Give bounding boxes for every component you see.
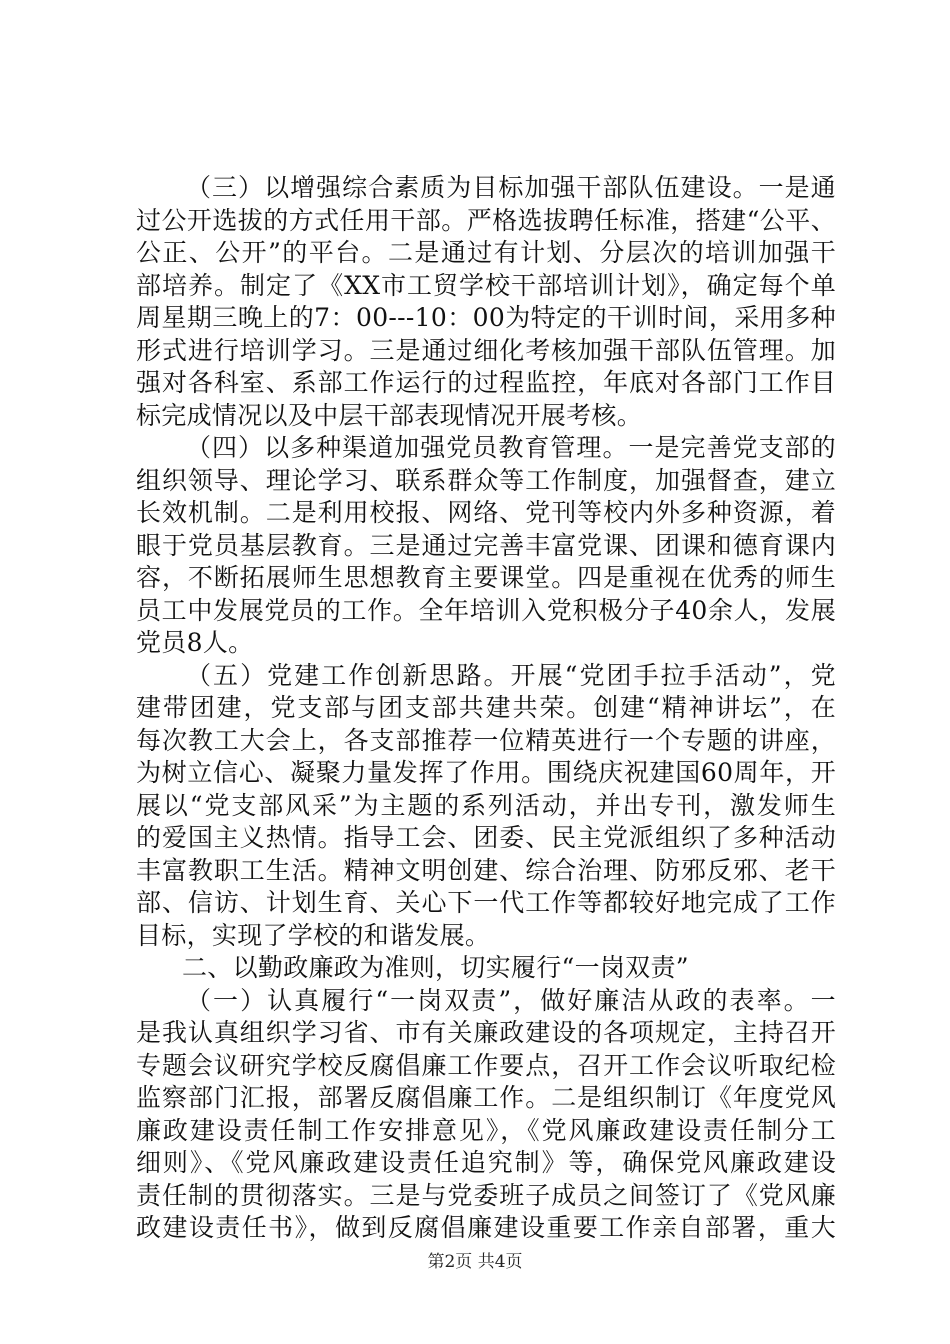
paragraph-line: 员工中发展党员的工作。全年培训入党积极分子40余人，发展 xyxy=(136,595,836,625)
paragraph-line: 眼于党员基层教育。三是通过完善丰富党课、团课和德育课内 xyxy=(136,530,836,560)
paragraph-line: 形式进行培训学习。三是通过细化考核加强干部队伍管理。加 xyxy=(136,335,836,365)
paragraph-line: 每次教工大会上，各支部推荐一位精英进行一个专题的讲座， xyxy=(136,725,836,755)
paragraph-line: 建带团建，党支部与团支部共建共荣。创建“精神讲坛”，在 xyxy=(136,693,836,722)
paragraph-line: （五）党建工作创新思路。开展“党团手拉手活动”，党 xyxy=(186,660,836,690)
paragraph-line: 组织领导、理论学习、联系群众等工作制度，加强督查，建立 xyxy=(136,465,836,495)
paragraph-line: （四）以多种渠道加强党员教育管理。一是完善党支部的 xyxy=(186,433,836,462)
paragraph-line: 长效机制。二是利用校报、网络、党刊等校内外多种资源，着 xyxy=(136,498,836,527)
paragraph-line: 党员8人。 xyxy=(136,628,254,657)
paragraph-line: （三）以增强综合素质为目标加强干部队伍建设。一是通 xyxy=(186,173,836,202)
paragraph-line: 标完成情况以及中层干部表现情况开展考核。 xyxy=(136,400,643,430)
body-text xyxy=(136,172,836,1245)
paragraph-line: （一）认真履行“一岗双责”，做好廉洁从政的表率。一 xyxy=(186,985,836,1015)
paragraph-line: 监察部门汇报，部署反腐倡廉工作。二是组织制订《年度党风 xyxy=(136,1083,836,1112)
paragraph-line: 展以“党支部风采”为主题的系列活动，并出专刊，激发师生 xyxy=(136,790,836,820)
paragraph-line: 细则》、《党风廉政建设责任追究制》等，确保党风廉政建设 xyxy=(136,1148,836,1177)
paragraph-line: 部、信访、计划生育、关心下一代工作等都较好地完成了工作 xyxy=(136,888,836,917)
paragraph-line: 政建设责任书》，做到反腐倡廉建设重要工作亲自部署，重大 xyxy=(136,1213,836,1242)
paragraph-line: 专题会议研究学校反腐倡廉工作要点，召开工作会议听取纪检 xyxy=(136,1050,836,1080)
page-number-footer: 第2页 共4页 xyxy=(427,1252,523,1272)
paragraph-line: 过公开选拔的方式任用干部。严格选拔聘任标准，搭建“公平、 xyxy=(136,205,836,235)
paragraph-line: 责任制的贯彻落实。三是与党委班子成员之间签订了《党风廉 xyxy=(136,1180,836,1210)
paragraph-line: 目标，实现了学校的和谐发展。 xyxy=(136,920,491,950)
paragraph-line: 周星期三晚上的7：00---10：00为特定的干训时间，采用多种 xyxy=(136,303,836,332)
paragraph-line: 廉政建设责任制工作安排意见》，《党风廉政建设责任制分工 xyxy=(136,1115,836,1145)
paragraph-line: 部培养。制定了《XX市工贸学校干部培训计划》，确定每个单 xyxy=(136,270,836,300)
paragraph-line: 的爱国主义热情。指导工会、团委、民主党派组织了多种活动 xyxy=(136,823,836,852)
paragraph-line: 是我认真组织学习省、市有关廉政建设的各项规定，主持召开 xyxy=(136,1018,836,1047)
paragraph-line: 容，不断拓展师生思想教育主要课堂。四是重视在优秀的师生 xyxy=(136,563,836,592)
paragraph-line: 公正、公开”的平台。二是通过有计划、分层次的培训加强干 xyxy=(136,238,836,267)
section-heading: 二、以勤政廉政为准则，切实履行“一岗双责” xyxy=(182,953,689,982)
paragraph-line: 丰富教职工生活。精神文明创建、综合治理、防邪反邪、老干 xyxy=(136,855,836,885)
paragraph-line: 为树立信心、凝聚力量发挥了作用。围绕庆祝建国60周年，开 xyxy=(136,758,836,787)
paragraph-line: 强对各科室、系部工作运行的过程监控，年底对各部门工作目 xyxy=(136,368,836,397)
